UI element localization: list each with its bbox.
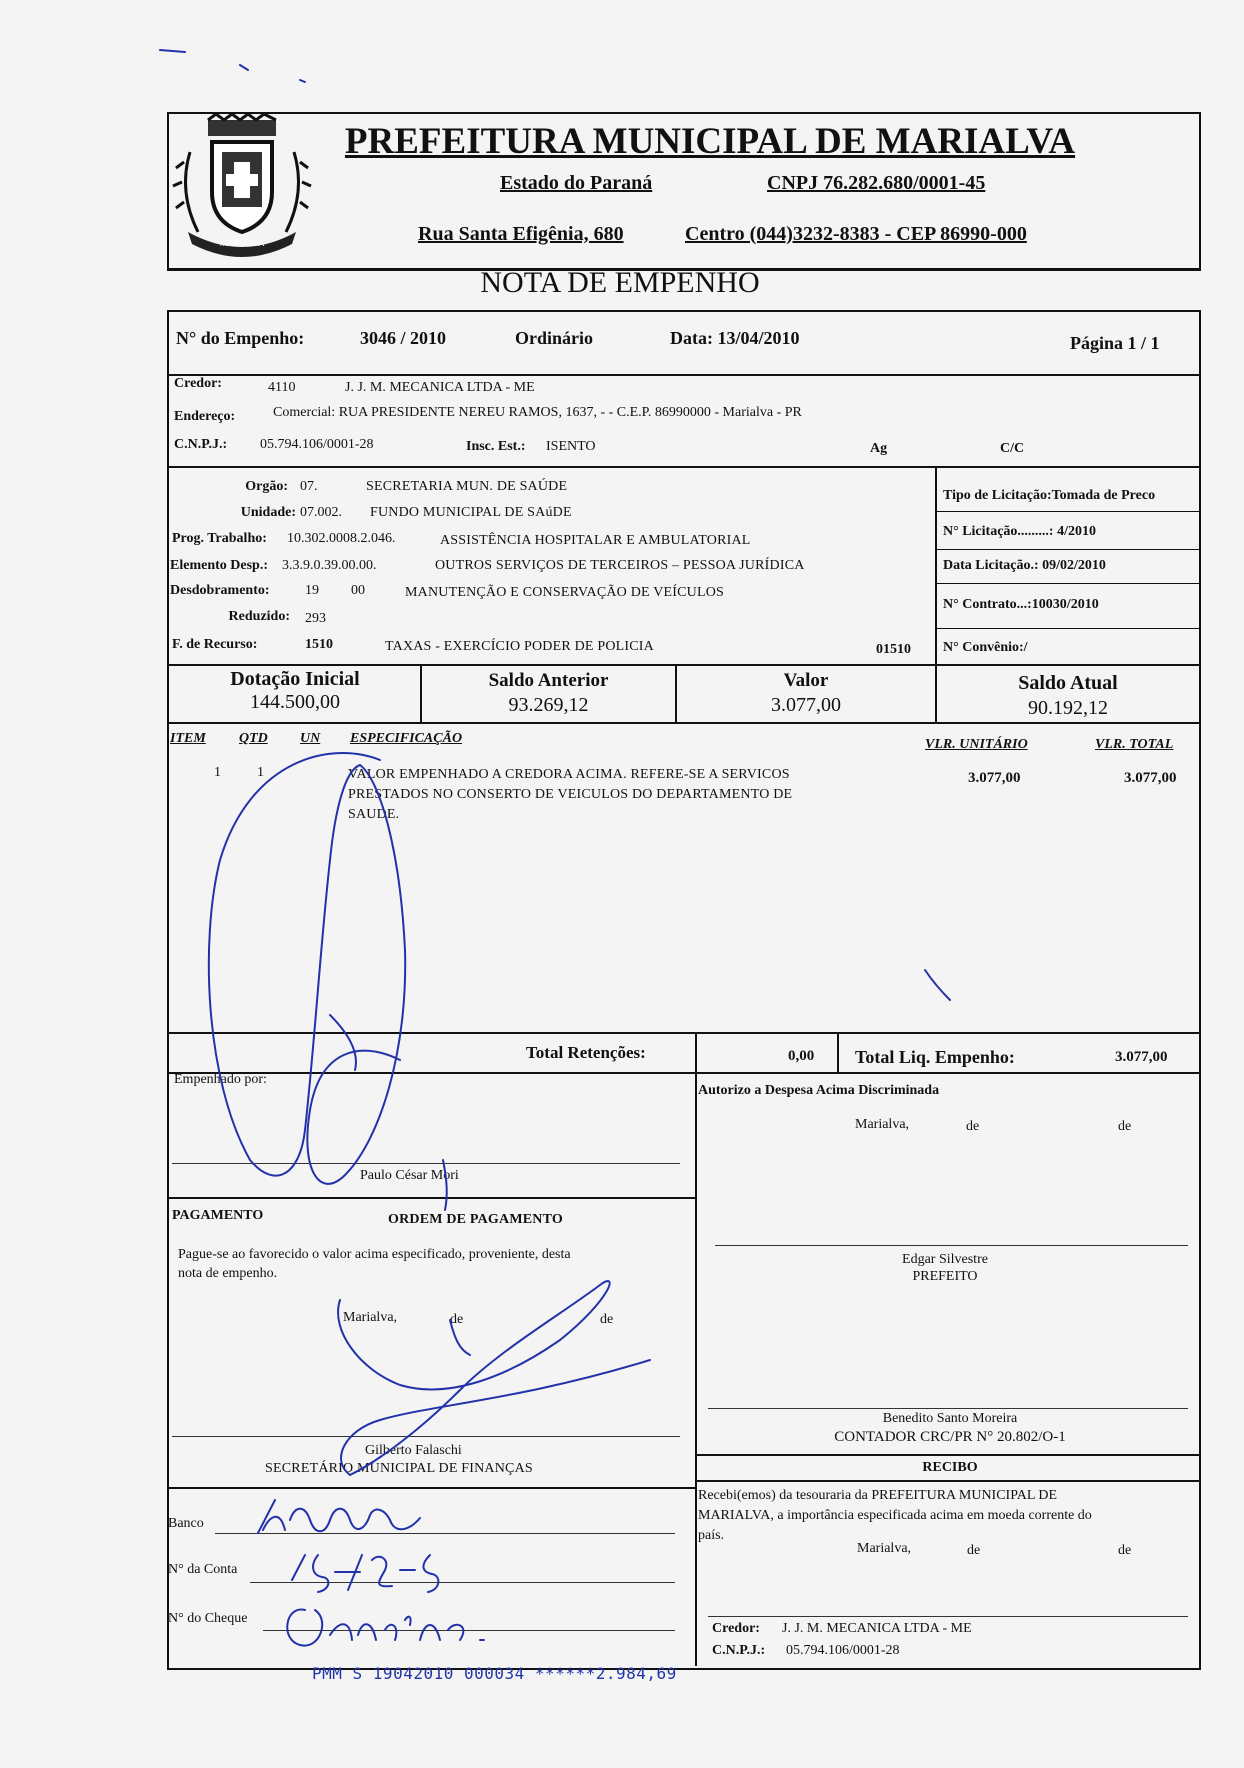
licitacao-tipo: Tipo de Licitação:Tomada de Preco	[943, 488, 1156, 503]
recibo-cnpj-label: C.N.P.J.:	[712, 1643, 766, 1658]
ag-label: Ag	[870, 441, 888, 456]
autorizo-de-1: de	[966, 1119, 980, 1134]
cashier-stamp: PMM S 19042010 000034 ******2.984,69	[312, 1664, 677, 1683]
dotacao-inicial-label: Dotação Inicial	[230, 668, 360, 690]
address-label: Endereço:	[174, 409, 236, 424]
elem-name: OUTROS SERVIÇOS DE TERCEIROS – PESSOA JURÍDICA	[435, 558, 805, 573]
conta-line	[250, 1582, 675, 1583]
recibo-de-2: de	[1118, 1543, 1132, 1558]
items-header-un: UN	[300, 731, 321, 746]
divider-contador	[695, 1454, 1199, 1456]
document-title: NOTA DE EMPENHO	[480, 266, 760, 299]
empenho-type: Ordinário	[515, 328, 594, 348]
recibo-marialva: Marialva,	[857, 1541, 912, 1556]
saldo-atual-value: 90.192,12	[1028, 697, 1108, 719]
licitacao-data: Data Licitação.: 09/02/2010	[943, 558, 1106, 573]
header-address: Rua Santa Efigênia, 680	[418, 223, 624, 245]
saldo-atual-label: Saldo Atual	[1018, 672, 1118, 694]
licitacao-contrato: N° Contrato...:10030/2010	[943, 597, 1099, 612]
totais-vdivider-2	[837, 1032, 839, 1072]
recibo-title: RECIBO	[922, 1460, 978, 1475]
empenho-date: Data: 13/04/2010	[670, 328, 800, 348]
items-header-total: VLR. TOTAL	[1095, 737, 1174, 752]
reduzido-value: 293	[305, 611, 326, 626]
item-unit-value: 3.077,00	[968, 770, 1021, 786]
orgao-name: SECRETARIA MUN. DE SAÚDE	[366, 479, 568, 494]
header-cnpj: CNPJ 76.282.680/0001-45	[767, 172, 986, 194]
items-header-spec: ESPECIFICAÇÃO	[350, 731, 463, 746]
orgao-code: 07.	[300, 479, 318, 494]
divider-secretario	[167, 1487, 697, 1489]
saldo-anterior-label: Saldo Anterior	[488, 670, 609, 691]
licitacao-divider-3	[935, 583, 1199, 584]
credor-code: 4110	[268, 380, 296, 395]
pagamento-marialva: Marialva,	[343, 1310, 398, 1325]
conta-label: N° da Conta	[168, 1562, 238, 1577]
contador-sign-line	[708, 1408, 1188, 1409]
recibo-sign-line	[708, 1616, 1188, 1617]
desd-a: 19	[305, 583, 319, 598]
contador-nome: Benedito Santo Moreira	[882, 1411, 1018, 1426]
ordem-label: ORDEM DE PAGAMENTO	[388, 1212, 563, 1227]
page-number: Página 1 / 1	[1070, 333, 1160, 353]
valor-value: 3.077,00	[771, 694, 841, 716]
divider-dotacao	[167, 664, 1199, 666]
banco-label: Banco	[168, 1516, 204, 1531]
header-state: Estado do Paraná	[500, 172, 653, 194]
desd-b: 00	[351, 583, 365, 598]
reduzido-label: Reduzido:	[228, 609, 290, 624]
liquido-value: 3.077,00	[1115, 1049, 1168, 1065]
pagamento-de-2: de	[600, 1312, 614, 1327]
liquido-label: Total Liq. Empenho:	[855, 1047, 1015, 1067]
credor-cnpj: 05.794.106/0001-28	[260, 437, 374, 452]
elem-code: 3.3.9.0.39.00.00.	[282, 558, 377, 573]
recibo-credor: J. J. M. MECANICA LTDA - ME	[782, 1621, 972, 1636]
pagamento-de-1: de	[450, 1312, 464, 1327]
divider-saldos	[167, 722, 1199, 724]
secretario-cargo: SECRETÁRIO MUNICIPAL DE FINANÇAS	[265, 1461, 533, 1476]
empenhado-nome: Paulo César Mori	[360, 1168, 459, 1183]
orgao-label: Orgão:	[245, 479, 288, 494]
credor-cnpj-label: C.N.P.J.:	[174, 437, 228, 452]
divider-empenhado	[167, 1197, 697, 1199]
unidade-code: 07.002.	[300, 505, 342, 520]
divider-empenho	[167, 374, 1199, 376]
prog-name: ASSISTÊNCIA HOSPITALAR E AMBULATORIAL	[440, 533, 751, 548]
header-contact: Centro (044)3232-8383 - CEP 86990-000	[685, 223, 1027, 245]
recibo-line-1: Recebi(emos) da tesouraria da PREFEITURA MUNICIPAL DE	[698, 1488, 1058, 1503]
empenhado-label: Empenhado por:	[174, 1072, 267, 1087]
item-total-value: 3.077,00	[1124, 770, 1177, 786]
item-qtd: 1	[257, 765, 264, 780]
cc-label: C/C	[1000, 441, 1025, 456]
recurso-label: F. de Recurso:	[172, 637, 258, 652]
cheque-label: N° do Cheque	[168, 1611, 248, 1626]
signatures-vdivider	[695, 1072, 697, 1666]
divider-recibo	[695, 1480, 1199, 1482]
prefeito-nome: Edgar Silvestre	[902, 1252, 988, 1267]
dotacao-vdivider	[935, 466, 937, 666]
insc-label: Insc. Est.:	[466, 439, 526, 454]
divider-totais-top	[167, 1032, 1199, 1034]
licitacao-divider-2	[935, 549, 1199, 550]
credor-name: J. J. M. MECANICA LTDA - ME	[345, 380, 535, 395]
totais-vdivider-1	[695, 1032, 697, 1072]
recibo-line-2: MARIALVA, a importância especificada acima em moeda corrente do	[698, 1508, 1092, 1523]
divider-credor	[167, 466, 1199, 468]
prefeito-cargo: PREFEITO	[912, 1269, 978, 1284]
recibo-line-3: país.	[698, 1528, 725, 1543]
items-header-qtd: QTD	[239, 731, 268, 746]
retencoes-value: 0,00	[788, 1048, 815, 1064]
pague-line-2: nota de empenho.	[178, 1266, 278, 1281]
elem-label: Elemento Desp.:	[170, 558, 268, 573]
credor-label: Credor:	[174, 376, 222, 391]
item-desc-line-2: PRESTADOS NO CONSERTO DE VEICULOS DO DEPARTAMENTO DE	[348, 787, 793, 802]
unidade-name: FUNDO MUNICIPAL DE SAúDE	[370, 505, 572, 520]
item-desc-line-1: VALOR EMPENHADO A CREDORA ACIMA. REFERE-SE A SERVICOS	[348, 767, 790, 782]
secretario-sign-line	[172, 1436, 680, 1437]
contador-cargo: CONTADOR CRC/PR N° 20.802/O-1	[834, 1429, 1066, 1445]
licitacao-divider-1	[935, 511, 1199, 512]
empenhado-sign-line	[172, 1163, 680, 1164]
recibo-de-1: de	[967, 1543, 981, 1558]
empenho-label: N° do Empenho:	[176, 328, 305, 348]
recurso-code: 1510	[305, 637, 333, 652]
svg-text:MARIALVA: MARIALVA	[219, 238, 265, 248]
recibo-credor-label: Credor:	[712, 1621, 760, 1636]
valor-label: Valor	[783, 670, 829, 691]
desd-label: Desdobramento:	[170, 583, 270, 598]
items-header-unit: VLR. UNITÁRIO	[925, 737, 1028, 752]
prog-label: Prog. Trabalho:	[172, 531, 267, 546]
recurso-name: TAXAS - EXERCÍCIO PODER DE POLICIA	[385, 639, 654, 654]
autorizo-text: Autorizo a Despesa Acima Discriminada	[698, 1083, 940, 1098]
prefeito-sign-line	[715, 1245, 1188, 1246]
item-number: 1	[214, 765, 221, 780]
autorizo-de-2: de	[1118, 1119, 1132, 1134]
licitacao-numero: N° Licitação.........: 4/2010	[943, 524, 1096, 539]
pague-line-1: Pague-se ao favorecido o valor acima especificado, proveniente, desta	[178, 1247, 571, 1262]
retencoes-label: Total Retenções:	[526, 1043, 646, 1062]
header-title: PREFEITURA MUNICIPAL DE MARIALVA	[344, 121, 1076, 162]
autorizo-marialva: Marialva,	[855, 1117, 910, 1132]
coat-of-arms-logo	[168, 112, 316, 262]
cheque-line	[263, 1630, 675, 1631]
credor-address: Comercial: RUA PRESIDENTE NEREU RAMOS, 1637, - - C.E.P. 86990000 - Marialva - PR	[273, 405, 802, 420]
licitacao-convenio: N° Convênio:/	[943, 640, 1028, 655]
pagamento-label: PAGAMENTO	[172, 1208, 264, 1223]
item-desc-line-3: SAUDE.	[348, 807, 400, 822]
dotacao-inicial-value: 144.500,00	[250, 691, 340, 713]
saldo-anterior-value: 93.269,12	[508, 694, 589, 716]
insc-value: ISENTO	[546, 439, 596, 454]
banco-line	[215, 1533, 675, 1534]
licitacao-divider-4	[935, 628, 1199, 629]
prog-code: 10.302.0008.2.046.	[287, 531, 396, 546]
secretario-nome: Gilberto Falaschi	[365, 1443, 462, 1458]
divider-totais-bottom	[167, 1072, 1199, 1074]
recurso-number: 01510	[876, 642, 911, 657]
unidade-label: Unidade:	[240, 505, 296, 520]
desd-name: MANUTENÇÃO E CONSERVAÇÃO DE VEÍCULOS	[405, 585, 725, 600]
recibo-cnpj: 05.794.106/0001-28	[786, 1643, 900, 1658]
empenho-number: 3046 / 2010	[360, 328, 447, 348]
items-header-item: ITEM	[170, 731, 206, 746]
